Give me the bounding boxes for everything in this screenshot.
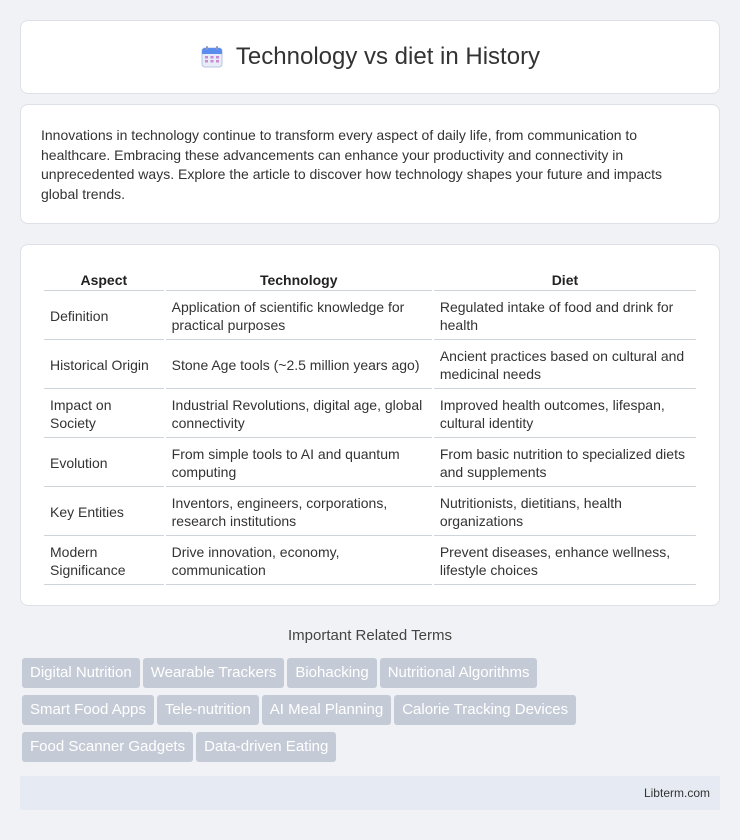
cell-aspect: Historical Origin [44, 342, 164, 389]
cell-technology: Application of scientific knowledge for practical purposes [166, 293, 432, 340]
table-row [44, 391, 696, 438]
related-terms-list [22, 658, 622, 769]
term-tag[interactable]: Data-driven Eating [196, 732, 336, 762]
cell-diet: Nutritionists, dietitians, health organizations [434, 489, 696, 536]
cell-diet: From basic nutrition to specialized diets and supplements [434, 440, 696, 487]
term-tag[interactable]: Tele-nutrition [157, 695, 259, 725]
intro-text: Innovations in technology continue to transform every aspect of daily life, from communication to healthcare. Embracing these advancements can enhance your productivity and connectivity in unprecedented ways. Explore the article to discover how technology shapes your future and impacts global trends. [41, 127, 663, 202]
term-tag[interactable]: Smart Food Apps [22, 695, 154, 725]
calendar-icon [200, 45, 224, 69]
table-row [44, 293, 696, 340]
intro-card [20, 104, 720, 224]
cell-technology: Stone Age tools (~2.5 million years ago) [166, 342, 432, 389]
term-tag[interactable]: Digital Nutrition [22, 658, 140, 688]
table-row [44, 489, 696, 536]
cell-technology: Industrial Revolutions, digital age, global connectivity [166, 391, 432, 438]
related-terms-title: Important Related Terms [288, 627, 452, 644]
table-row [44, 342, 696, 389]
cell-diet: Prevent diseases, enhance wellness, lifestyle choices [434, 538, 696, 585]
cell-technology: From simple tools to AI and quantum computing [166, 440, 432, 487]
term-tag[interactable]: Biohacking [287, 658, 376, 688]
cell-technology: Inventors, engineers, corporations, research institutions [166, 489, 432, 536]
cell-diet: Improved health outcomes, lifespan, cultural identity [434, 391, 696, 438]
footer [20, 776, 720, 810]
header-technology: Technology [166, 267, 432, 291]
cell-diet: Regulated intake of food and drink for health [434, 293, 696, 340]
term-tag[interactable]: Calorie Tracking Devices [394, 695, 576, 725]
footer-site-link[interactable]: Libterm.com [643, 786, 710, 800]
table-row [44, 538, 696, 585]
cell-aspect: Impact on Society [44, 391, 164, 438]
title-card [20, 20, 720, 94]
term-tag[interactable]: Nutritional Algorithms [380, 658, 538, 688]
cell-aspect: Evolution [44, 440, 164, 487]
cell-aspect: Modern Significance [44, 538, 164, 585]
term-tag[interactable]: Wearable Trackers [143, 658, 285, 688]
table-header-row [44, 267, 696, 291]
cell-aspect: Definition [44, 293, 164, 340]
header-diet: Diet [434, 267, 696, 291]
cell-aspect: Key Entities [44, 489, 164, 536]
cell-technology: Drive innovation, economy, communication [166, 538, 432, 585]
comparison-table-card [20, 244, 720, 606]
comparison-table [42, 265, 698, 587]
cell-diet: Ancient practices based on cultural and medicinal needs [434, 342, 696, 389]
page-title: Technology vs diet in History [235, 43, 541, 70]
term-tag[interactable]: AI Meal Planning [262, 695, 391, 725]
term-tag[interactable]: Food Scanner Gadgets [22, 732, 193, 762]
header-aspect: Aspect [44, 267, 164, 291]
table-row [44, 440, 696, 487]
